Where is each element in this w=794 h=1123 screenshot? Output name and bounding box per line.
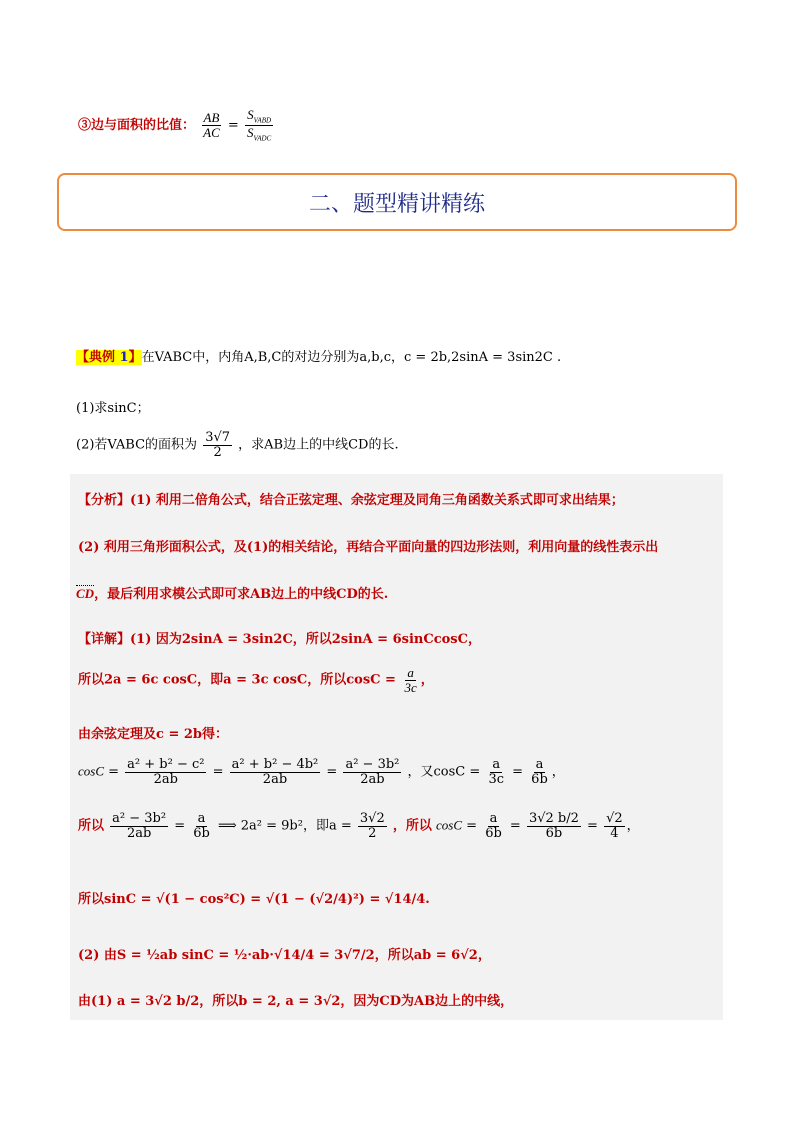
edge-area-ratio: ③边与面积的比值： $\frac{AB}{AC}$ = $\frac{S_{VABD}}{S_{VADC}}$ [78,107,272,143]
example-stem: 【典例 1】在VABC中，内角A,B,C的对边分别为a,b,c，c = 2b,2sinA = 3sin2C . [76,350,562,365]
solution-line-7: (2) 由S = ½ab sinC = ½·ab·√14/4 = 3√7/2，所以ab = 6√2， [78,948,491,963]
question-1: (1)求sinC； [76,401,150,416]
question-2: (2)若VABC的面积为 $\frac{3√7}{2}$ ，求AB边上的中线CD的长. [76,430,399,460]
solution-line-1: 【详解】(1) 因为2sinA = 3sin2C，所以2sinA = 6sinCcosC， [78,632,481,647]
analysis-line-3: CD，最后利用求模公式即可求AB边上的中线CD的长. [76,586,389,602]
ratio-lhs: $\frac{AB}{AC}$ [203,110,220,140]
analysis-line-2: (2) 利用三角形面积公式，及(1)的相关结论，再结合平面向量的四边形法则，利用向量的线性表示出 [78,540,659,555]
section-title-box [57,173,737,231]
solution-block [70,474,723,1020]
analysis-line-1: 【分析】(1) 利用二倍角公式，结合正弦定理、余弦定理及同角三角函数关系式即可求出结果； [78,493,624,508]
solution-line-8: 由(1) a = 3√2 b/2，所以b = 2, a = 3√2，因为CD为AB边上的中线， [78,994,514,1009]
example-tag: 【典例 1】 [76,350,142,365]
section-title: 二、题型精讲精练 [308,191,485,217]
solution-line-2: 所以2a = 6c cosC，即a = 3c cosC，所以cosC = $\frac{a}{3c}$ ， [78,665,434,695]
solution-line-6: 所以sinC = √(1 − cos²C) = √(1 − (√2/4)²) = √14/4. [78,892,430,907]
solution-line-3: 由余弦定理及c = 2b得： [78,727,228,742]
solution-line-4: cosC = $\frac{\text{a² + b² − c²}}{2ab}$ = $\frac{\text{a² + b² − 4b²}}{2ab}$ = $\frac{\text{a² − 3b²}}{2ab}$ ，又cosC = $\frac{a}{3c}$ = $\frac{a}{6b}$ ， [78,757,565,787]
ratio-label: ③边与面积的比值： [78,117,196,133]
ratio-rhs: $\frac{S_{VABD}}{S_{VADC}}$ [246,107,272,143]
solution-line-5: 所以 $\frac{\text{a² − 3b²}}{2ab}$ = $\frac{a}{6b}$ ⟹ 2a² = 9b²，即a = $\frac{3√2}{2}$ ，所以 cosC = $\frac{a}{6b}$ = $\frac{3√2 b/2}{6b}$ = $\frac{√2}{4}$ ， [78,811,640,841]
